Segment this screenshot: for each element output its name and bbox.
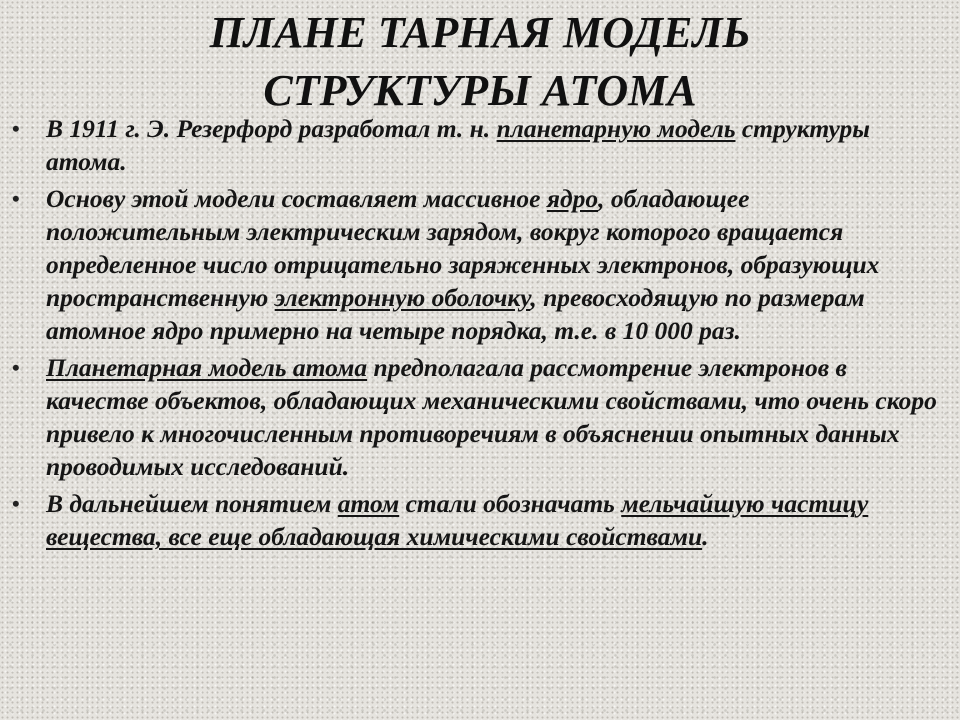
text-run: , превосходящую по размерам атомное ядро примерно на четыре порядка, т.е. в 10 000 раз. bbox=[46, 283, 865, 345]
text-run: , обладающее положительным электрическим зарядом, вокруг которого вращается определенное число отрицательно заряженных электронов, образующих пространственную bbox=[46, 184, 880, 312]
underlined-term: электронную оболочку bbox=[274, 283, 531, 312]
text-run: . bbox=[702, 522, 709, 551]
text-run: стали обозначать bbox=[399, 489, 622, 518]
slide-title bbox=[0, 4, 960, 120]
underlined-term: атом bbox=[337, 489, 400, 518]
title-line-2: СТРУКТУРЫ АТОМА bbox=[263, 66, 697, 115]
text-run: предполагала рассмотрение электронов в качестве объектов, обладающих механическими свойствами, что очень скоро привело к многочисленным противоречиям в объяснении опытных данных проводимых исследований. bbox=[46, 353, 937, 481]
underlined-term: ядро bbox=[546, 184, 599, 213]
bullet-text bbox=[46, 114, 870, 176]
bullet-dot-icon: • bbox=[12, 186, 20, 211]
text-run: структуры атома. bbox=[46, 114, 870, 176]
text-run: В 1911 г. Э. Резерфорд разработал т. н. bbox=[46, 114, 497, 143]
bullet-item bbox=[0, 182, 960, 347]
bullet-item bbox=[0, 351, 960, 483]
underlined-term: Планетарная модель атома bbox=[46, 353, 368, 382]
bullet-text bbox=[46, 353, 937, 481]
bullet-dot-icon: • bbox=[12, 116, 20, 141]
bullet-dot-icon: • bbox=[12, 491, 20, 516]
underlined-term: планетарную модель bbox=[496, 114, 736, 143]
title-line-1: ПЛАНЕ ТАРНАЯ МОДЕЛЬ bbox=[209, 8, 751, 57]
bullet-dot-icon: • bbox=[12, 355, 20, 380]
bullet-text bbox=[46, 489, 868, 551]
bullet-text bbox=[46, 184, 879, 345]
text-run: Основу этой модели составляет массивное bbox=[46, 184, 547, 213]
text-run: В дальнейшем понятием bbox=[46, 489, 338, 518]
underlined-term: мельчайшую частицу вещества, все еще обладающая химическими свойствами bbox=[46, 489, 869, 551]
bullet-list bbox=[0, 112, 960, 557]
bullet-item bbox=[0, 112, 960, 178]
bullet-item bbox=[0, 487, 960, 553]
